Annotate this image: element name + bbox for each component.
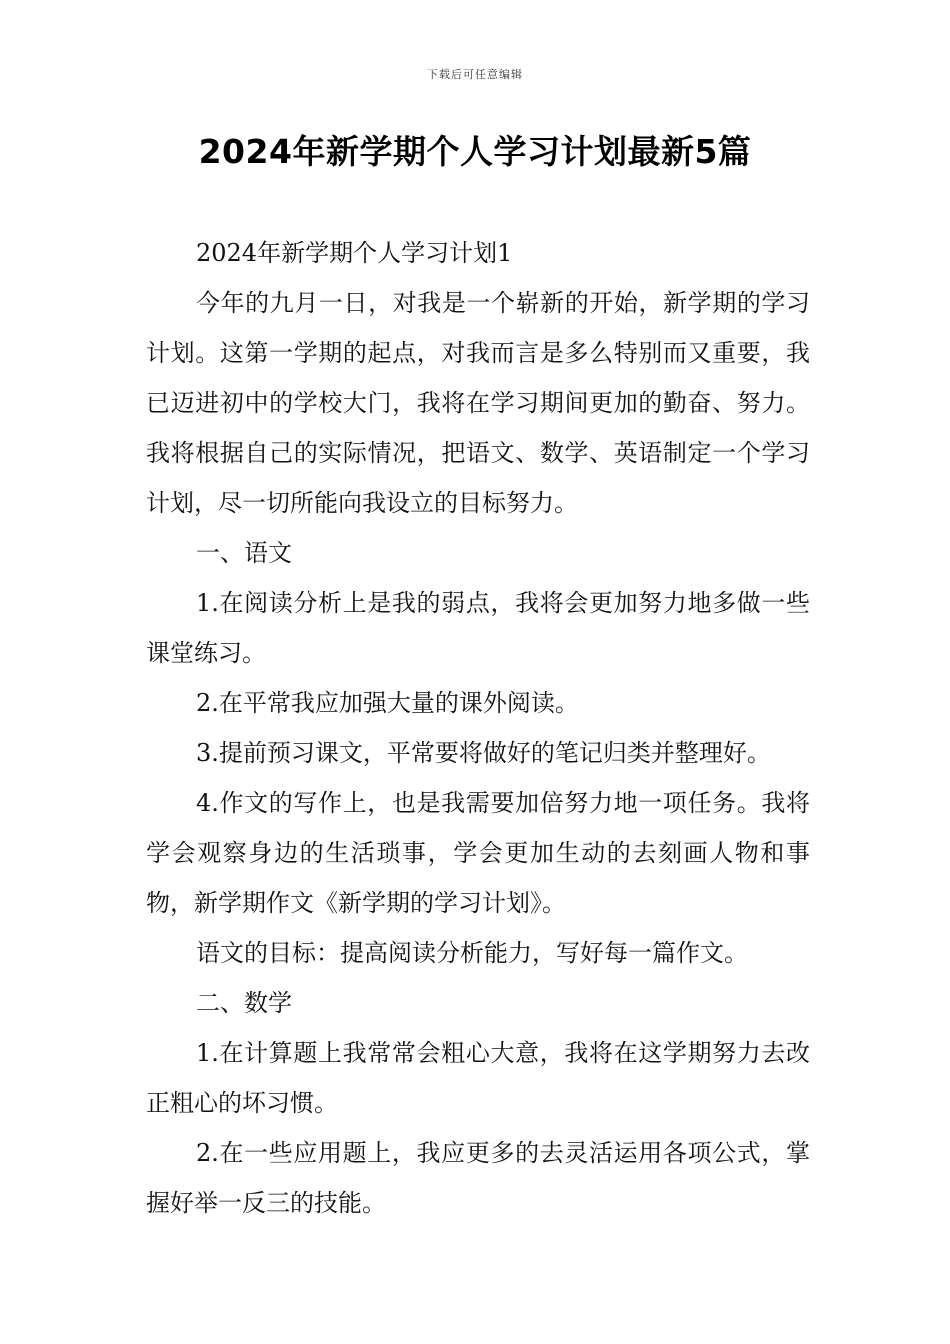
document-title: 2024年新学期个人学习计划最新5篇 xyxy=(198,132,752,171)
list-item: 2.在平常我应加强大量的课外阅读。 xyxy=(196,689,579,717)
list-item: 3.提前预习课文，平常要将做好的笔记归类并整理好。 xyxy=(196,739,771,767)
paragraph: 今年的九月一日，对我是一个崭新的开始，新学期的学习计划。这第一学期的起点，对我而言是多么特别而又重要，我已迈进初中的学校大门，我将在学习期间更加的勤奋、努力。我将根据自己的实际情况，把语文、数学、英语制定一个学习计划，尽一切所能向我设立的目标努力。 xyxy=(146,289,810,517)
subsection-heading: 一、语文 xyxy=(196,539,292,567)
section-heading: 2024年新学期个人学习计划1 xyxy=(196,239,513,267)
list-item: 1.在阅读分析上是我的弱点，我将会更加努力地多做一些课堂练习。 xyxy=(146,589,810,667)
header-note: 下载后可任意编辑 xyxy=(427,68,523,81)
document-body xyxy=(146,228,810,1228)
list-item: 4.作文的写作上，也是我需要加倍努力地一项任务。我将学会观察身边的生活琐事，学会更加生动的去刻画人物和事物，新学期作文《新学期的学习计划》。 xyxy=(146,789,810,917)
list-item: 1.在计算题上我常常会粗心大意，我将在这学期努力去改正粗心的坏习惯。 xyxy=(146,1039,810,1117)
subsection-heading: 二、数学 xyxy=(196,989,292,1017)
paragraph: 语文的目标：提高阅读分析能力，写好每一篇作文。 xyxy=(196,939,748,967)
list-item: 2.在一些应用题上，我应更多的去灵活运用各项公式，掌握好举一反三的技能。 xyxy=(146,1139,810,1217)
